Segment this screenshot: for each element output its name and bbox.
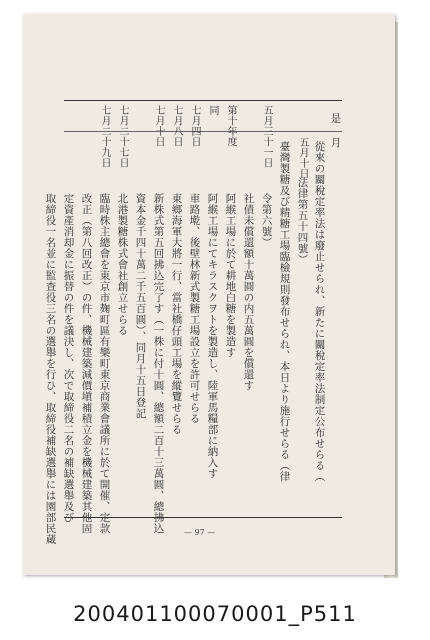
row-date: 七月四日 xyxy=(189,105,200,147)
row-text: 東鄉海軍大將一行、當社橋仔頭工場を縱覽せらる xyxy=(170,193,183,435)
row-text: 取締役一名並に監查役三名の選舉を行ひ、取締役補缺選舉には園部民蔵 xyxy=(44,193,57,545)
row-text: 從來の關稅定率法は廢止せられ、新たに關稅定率法制定公布せらる（ xyxy=(313,141,326,482)
row-date: 七月八日 xyxy=(171,105,182,147)
row-text: 資本金千四十萬二千五百圓）、同月十五日登記 xyxy=(134,193,147,419)
row-text: 阿緱工場にてキラスクヲトを製造し、陸軍馬糧部に納入す xyxy=(206,193,219,479)
row-date: 五月十日 xyxy=(297,137,308,179)
image-caption: 200401100070001_P511 xyxy=(73,602,357,626)
row-text: 阿緱工場に於て耕地白糖を製造す xyxy=(224,193,237,358)
row-text: 法律第五十四號） xyxy=(296,177,309,265)
row-text: 臨時株主總會を東京市麹町區有樂町東京商業會議所に於て開催、定款 xyxy=(98,193,111,534)
row-text: 改正（第八回改正）の件、機械建築減價塡補積立金を機械建築其他固 xyxy=(80,193,93,534)
row-date: 五月三十一日 xyxy=(261,105,272,168)
header-month: 是 xyxy=(329,113,342,124)
row-text: 社債未償還額十萬圓の内五萬圓を償還す xyxy=(242,193,255,391)
row-date: 第十年度 xyxy=(225,105,236,147)
row-text: 新株式第五回拂込完了す（一株に付十圓、總額二百十三萬圓、總拂込 xyxy=(152,193,165,534)
row-date: 七月二十九日 xyxy=(99,105,110,168)
header-unit: 月 xyxy=(329,137,342,148)
row-text: 令第六號） xyxy=(260,193,273,248)
row-text: 定資產消却金に振替の件を議決し、次で取締役二名の補缺選舉及び xyxy=(62,193,75,523)
row-text: 車路墘、後壁林新式製糖工場設立を許可せらる xyxy=(188,193,201,424)
row-date: 同 xyxy=(207,105,218,116)
row-date: 七月十日 xyxy=(153,105,164,147)
row-text: 臺灣製糖及び精糖工場臨檢規則發布せられ、本日より施行せらる（律 xyxy=(278,141,291,482)
row-date: 七月二十七日 xyxy=(117,105,128,168)
row-text: 北港製糖株式會社創立せらる xyxy=(116,193,129,336)
page-number: — 97 — xyxy=(184,528,216,537)
